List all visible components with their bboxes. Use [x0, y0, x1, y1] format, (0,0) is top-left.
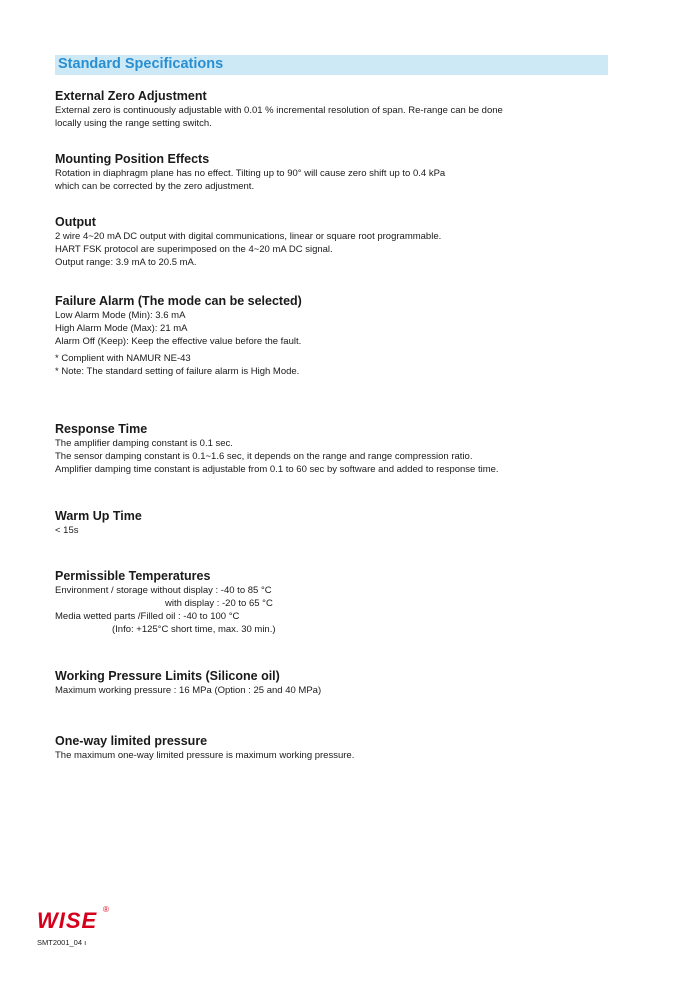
body-line: Rotation in diaphragm plane has no effect. Tilting up to 90° will cause zero shift up to 0.4 kPa: [55, 168, 446, 179]
section-banner: [55, 55, 608, 75]
body-line: Environment / storage without display : -40 to 85 °C: [55, 585, 272, 596]
body-line: Alarm Off (Keep): Keep the effective value before the fault.: [55, 336, 302, 347]
body-line: Maximum working pressure : 16 MPa (Option : 25 and 40 MPa): [55, 685, 322, 696]
body-line: Amplifier damping time constant is adjustable from 0.1 to 60 sec by software and added to response time.: [55, 464, 499, 475]
section-mounting: [55, 152, 655, 193]
document-code: SMT2001_04 ı: [37, 938, 87, 947]
body-line: 2 wire 4~20 mA DC output with digital communications, linear or square root programmable.: [55, 231, 442, 242]
note-line: * Complient with NAMUR NE-43: [55, 353, 191, 364]
wise-logo: WISE: [37, 908, 98, 933]
section-heading: One-way limited pressure: [55, 734, 208, 748]
section-external-zero: [55, 89, 655, 130]
body-line: with display : -20 to 65 °C: [165, 598, 273, 609]
section-heading: Response Time: [55, 422, 148, 436]
section-output: [55, 215, 655, 269]
body-line: Media wetted parts /Filled oil : -40 to 100 °C: [55, 611, 240, 622]
body-line: locally using the range setting switch.: [55, 118, 212, 129]
body-line: Low Alarm Mode (Min): 3.6 mA: [55, 310, 186, 321]
section-failure-alarm: [55, 294, 655, 378]
section-warm-up: [55, 509, 655, 537]
section-heading: Warm Up Time: [55, 509, 142, 523]
body-line: (Info: +125°C short time, max. 30 min.): [112, 624, 276, 635]
body-line: External zero is continuously adjustable with 0.01 % incremental resolution of span. Re-range can be done: [55, 105, 503, 116]
section-heading: Permissible Temperatures: [55, 569, 211, 583]
note-line: * Note: The standard setting of failure alarm is High Mode.: [55, 366, 300, 377]
body-line: The maximum one-way limited pressure is maximum working pressure.: [55, 750, 355, 761]
body-line: The sensor damping constant is 0.1~1.6 sec, it depends on the range and range compression ratio.: [55, 451, 473, 462]
section-temperatures: [55, 569, 655, 636]
body-line: which can be corrected by the zero adjustment.: [55, 181, 255, 192]
section-heading: External Zero Adjustment: [55, 89, 207, 103]
body-line: High Alarm Mode (Max): 21 mA: [55, 323, 188, 334]
section-heading: Failure Alarm (The mode can be selected): [55, 294, 302, 308]
registered-mark: ®: [103, 905, 109, 914]
section-working-pressure: [55, 669, 655, 697]
section-heading: Output: [55, 215, 96, 229]
body-line: Output range: 3.9 mA to 20.5 mA.: [55, 257, 197, 268]
body-line: The amplifier damping constant is 0.1 sec.: [55, 438, 233, 449]
page-title: Standard Specifications: [58, 56, 224, 72]
section-heading: Working Pressure Limits (Silicone oil): [55, 669, 280, 683]
body-line: < 15s: [55, 525, 79, 536]
section-heading: Mounting Position Effects: [55, 152, 210, 166]
body-line: HART FSK protocol are superimposed on the 4~20 mA DC signal.: [55, 244, 333, 255]
section-one-way: [55, 734, 655, 762]
section-response-time: [55, 422, 655, 476]
